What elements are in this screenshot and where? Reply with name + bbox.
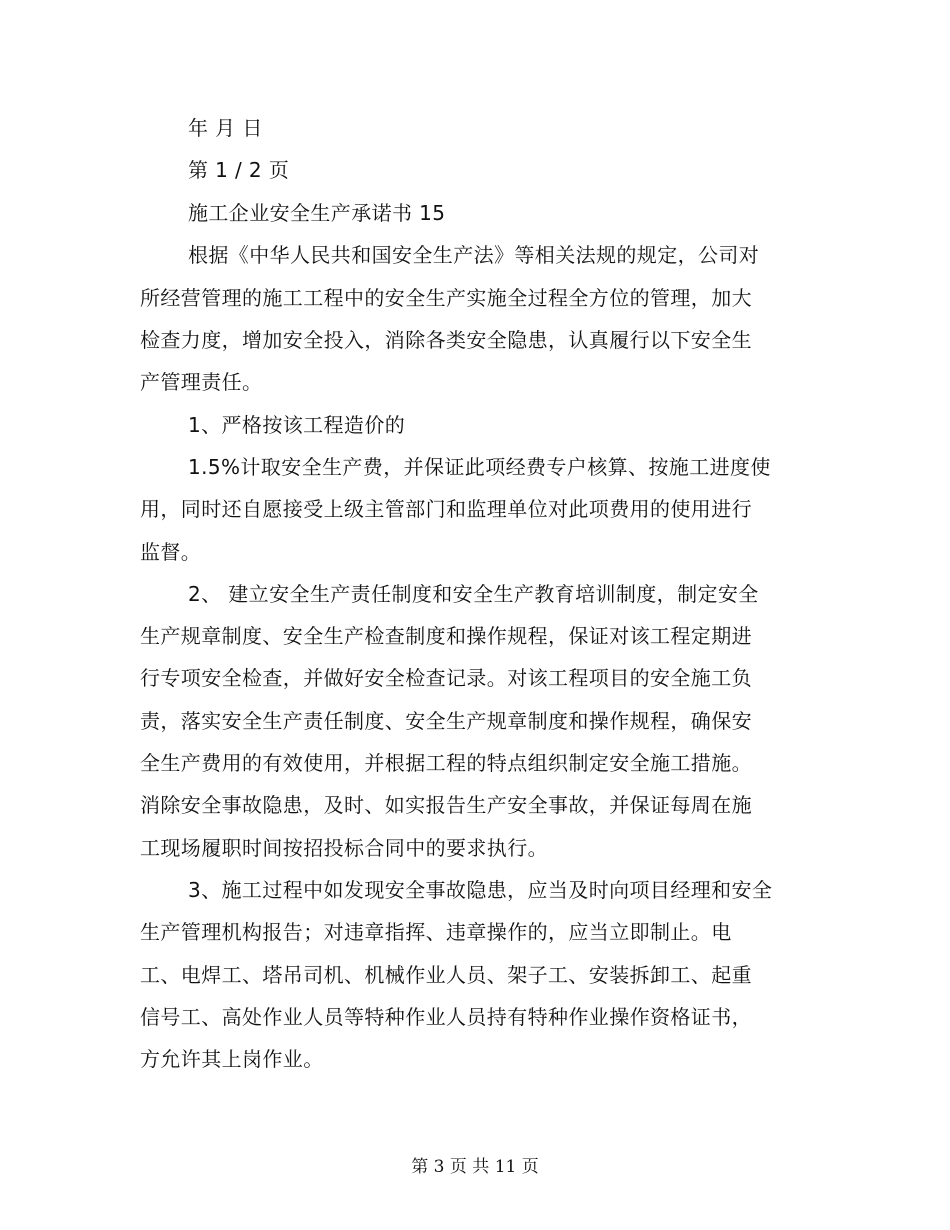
body-line: 行专项安全检查，并做好安全检查记录。对该工程项目的安全施工负 — [140, 666, 752, 690]
body-line: 所经营管理的施工工程中的安全生产实施全过程全方位的管理，加大 — [140, 286, 752, 310]
body-line: 工、电焊工、塔吊司机、机械作业人员、架子工、安装拆卸工、起重 — [140, 963, 752, 987]
body-line: 1、严格按该工程造价的 — [188, 413, 406, 437]
body-line: 生产规章制度、安全生产检查制度和操作规程，保证对该工程定期进 — [140, 624, 752, 648]
body-line: 生产管理机构报告；对违章指挥、违章操作的，应当立即制止。电 — [140, 920, 732, 944]
body-line: 责，落实安全生产责任制度、安全生产规章制度和操作规程，确保安 — [140, 709, 752, 733]
body-line: 用，同时还自愿接受上级主管部门和监理单位对此项费用的使用进行 — [140, 497, 752, 521]
body-line: 工现场履职时间按招投标合同中的要求执行。 — [140, 836, 548, 860]
body-line: 全生产费用的有效使用，并根据工程的特点组织制定安全施工措施。 — [140, 751, 752, 775]
body-line: 检查力度，增加安全投入，消除各类安全隐患，认真履行以下安全生 — [140, 328, 752, 352]
page-footer: 第 3 页 共 11 页 — [411, 1157, 539, 1177]
document-title: 施工企业安全生产承诺书 15 — [188, 201, 446, 225]
body-line: 2、 建立安全生产责任制度和安全生产教育培训制度，制定安全 — [188, 582, 759, 606]
body-line: 3、施工过程中如发现安全事故隐患，应当及时向项目经理和安全 — [188, 878, 773, 902]
body-line: 方允许其上岗作业。 — [140, 1047, 324, 1071]
body-line: 根据《中华人民共和国安全生产法》等相关法规的规定，公司对 — [188, 243, 760, 267]
page-indicator: 第 1 / 2 页 — [188, 158, 290, 182]
body-line: 监督。 — [140, 540, 202, 564]
body-line: 1.5%计取安全生产费，并保证此项经费专户核算、按施工进度使 — [188, 455, 771, 479]
date-line: 年 月 日 — [188, 116, 263, 140]
body-line: 产管理责任。 — [140, 370, 263, 394]
body-line: 消除安全事故隐患，及时、如实报告生产安全事故，并保证每周在施 — [140, 793, 752, 817]
body-line: 信号工、高处作业人员等特种作业人员持有特种作业操作资格证书， — [140, 1005, 752, 1029]
